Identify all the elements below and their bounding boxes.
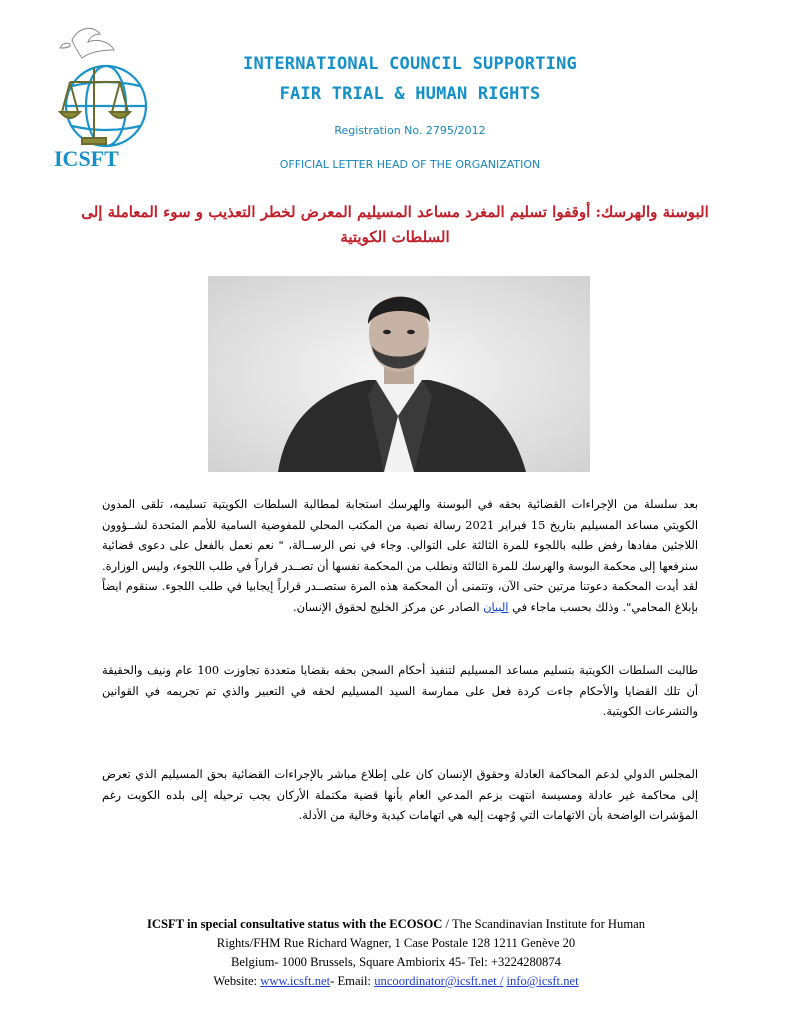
footer [60,915,732,991]
email-link-coordinator[interactable]: uncoordinator@icsft.net / [374,974,504,988]
globe-icon [66,66,146,146]
paragraph-1-text-end: الصادر عن مركز الخليج لحقوق الإنسان. [292,599,480,614]
icsft-logo [40,20,170,180]
footer-line-3: Belgium- 1000 Brussels, Square Ambiorix 45- Tel: +3224280874 [231,955,561,969]
paragraph-2: طالبت السلطات الكويتية بتسليم مساعد المسيليم لتنفيذ أحكام السجن بحقه بقضايا متعددة تجاوزت 100 عام ونيف والحقيقة أن تلك القضايا والأحكام جاءت كردة فعل على ممارسة السيد المسيليم لحقه في التعبير والذي تم تجريمه في القوانين والتشرعات الكويتية. [102,663,699,718]
statement-link[interactable]: البيان [483,599,509,614]
paragraph-3: المجلس الدولي لدعم المحاكمة العادلة وحقوق الإنسان كان على إطلاع مباشر بالإجراءات القضائية بحق المسيليم الذي تعرض إلى محاكمة غير عادلة ومسيسة انتهت بزعم المدعي العام بأنها قضية مكتملة الأركان يجب ترحيله إلى بلده الكويت رغم المؤشرات الواضحة بأن الاتهامات التي وُجهت إليه هي اتهامات كيدية وخالية من الأدلة. [102,767,698,822]
paragraph-1-text: بعد سلسلة من الإجراءات القضائية بحقه في البوسنة والهرسك استجابة لمطالبة السلطات الكويتية تسليمه، تلقى المدون الكويتي مساعد المسيليم بتاريخ 15 فبراير 2021 رسالة نصية من المكتب المحلي للمفوضية السامية للأمم المتحدة لشــؤوون اللاجئين مفادها رفض طلبه باللجوء للمرة الثالثة على التوالي. وجاء في نص الرســالة، " نعم نعمل بالفعل على دعوى قضائية سنرفعها إلى محكمة البوسة والهرسك للمرة الثالثة ونطلب من المحكمة نفسها أن تصــدر قراراً في طلب اللجوء، وليس الوزارة. لقد أيدت المحكمة دعوتنا مرتين حتى الآن، وتتمنى أن المحكمة هذه المرة ستصــدر قراراً إيجابيا في طلب اللجوء. سنقوم ايضاً بإبلاغ المحامي". وذلك بحسب ماجاء في [102,497,698,614]
footer-consultative-status: ICSFT in special consultative status with the ECOSOC [146,917,443,931]
official-letterhead-caption: OFFICIAL LETTER HEAD OF THE ORGANIZATION [279,158,541,171]
portrait-photo [208,276,590,472]
dove-icon [60,28,114,58]
website-label: Website: [213,974,261,988]
logo-text: ICSFT [54,146,119,171]
footer-line-2: Rights/FHM Rue Richard Wagner, 1 Case Postale 128 1211 Genève 20 [216,936,576,950]
paragraph-1 [102,494,698,617]
organization-name-line2: FAIR TRIAL & HUMAN RIGHTS [279,84,541,104]
email-link-info[interactable]: info@icsft.net [506,974,579,988]
website-link[interactable]: www.icsft.net [260,974,331,988]
footer-line-1-rest: / The Scandinavian Institute for Human [442,917,646,931]
organization-name-line1: INTERNATIONAL COUNCIL SUPPORTING [243,54,577,74]
footer-line-1 [60,915,732,934]
email-label: - Email: [330,974,375,988]
footer-line-4 [60,972,732,991]
registration-number: Registration No. 2795/2012 [334,124,486,137]
article-headline: البوسنة والهرسك: أوقفوا تسليم المغرد مساعد المسيليم المعرض لخطر التعذيب و سوء المعاملة إلى السلطات الكويتية [81,203,709,246]
